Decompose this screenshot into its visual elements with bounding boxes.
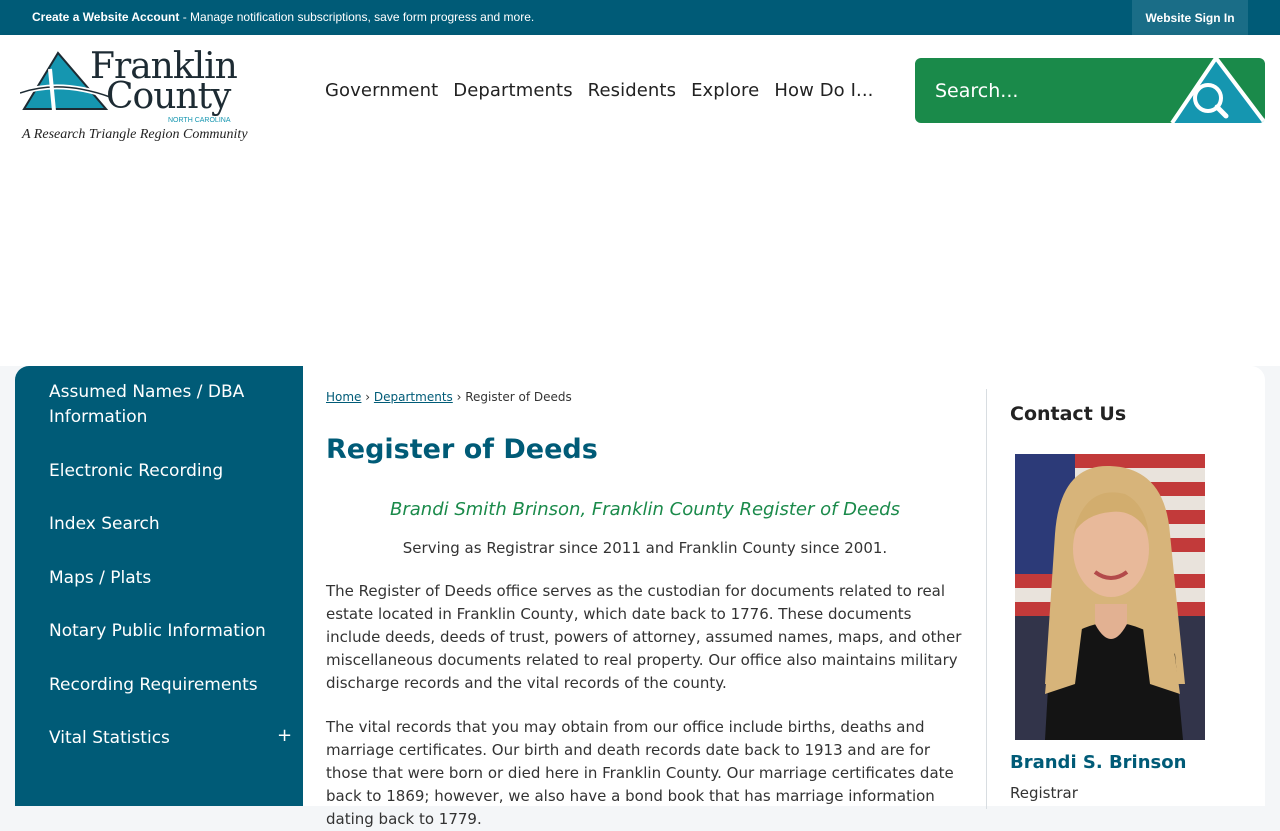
- breadcrumb: [326, 390, 572, 404]
- sidebar-nav: [15, 366, 303, 806]
- contact-role: Registrar: [1010, 784, 1078, 802]
- website-sign-in-button[interactable]: Website Sign In: [1132, 0, 1248, 35]
- expand-vital-statistics-icon[interactable]: +: [277, 725, 293, 746]
- contact-us-heading: Contact Us: [1010, 403, 1127, 425]
- breadcrumb-separator: ›: [456, 390, 462, 404]
- create-account-link[interactable]: Create a Website Account: [32, 10, 180, 24]
- contact-name[interactable]: Brandi S. Brinson: [1010, 752, 1187, 773]
- sidebar-item-vital-statistics[interactable]: Vital Statistics: [49, 728, 170, 748]
- main-navigation: [325, 80, 889, 101]
- page-subtitle: Brandi Smith Brinson, Franklin County Register of Deeds: [390, 499, 900, 520]
- serving-text: Serving as Registrar since 2011 and Franklin County since 2001.: [402, 539, 888, 557]
- breadcrumb-current: Register of Deeds: [465, 390, 572, 404]
- nav-how-do-i[interactable]: How Do I...: [774, 80, 874, 101]
- nav-government[interactable]: Government: [325, 80, 439, 101]
- sidebar-item-assumed-names[interactable]: Assumed Names / DBA Information: [49, 382, 245, 427]
- search-icon: [1168, 58, 1265, 123]
- sidebar-item-maps-plats[interactable]: Maps / Plats: [49, 568, 152, 588]
- sidebar-item-notary-public[interactable]: Notary Public Information: [49, 621, 266, 641]
- banner-area: [0, 156, 1280, 366]
- breadcrumb-separator: ›: [365, 390, 371, 404]
- account-message: [32, 10, 534, 24]
- nav-departments[interactable]: Departments: [453, 80, 573, 101]
- site-header: [0, 35, 1280, 156]
- sidebar-item-recording-requirements[interactable]: Recording Requirements: [49, 675, 258, 695]
- search-box: [915, 58, 1265, 123]
- vital-records-paragraph: The vital records that you may obtain from our office include births, deaths and marriage certificates. Our birth and death records date back to 1913 and are for those that were born or died here in Franklin County. Our marriage certificates date back to 1869; however, we also have a bond book that has marriage information dating back to 1779.: [326, 718, 954, 828]
- page-title: Register of Deeds: [326, 434, 598, 465]
- logo-tagline: A Research Triangle Region Community: [22, 127, 248, 142]
- registrar-portrait-image: [1015, 454, 1205, 740]
- registrar-photo: [1015, 454, 1205, 740]
- top-bar: [0, 0, 1280, 35]
- logo-text-county: County: [106, 76, 231, 117]
- franklin-county-logo[interactable]: [20, 46, 248, 147]
- breadcrumb-departments[interactable]: Departments: [373, 390, 453, 404]
- account-message-text: - Manage notification subscriptions, save form progress and more.: [179, 10, 535, 24]
- nav-residents[interactable]: Residents: [587, 80, 677, 101]
- logo-text-state: NORTH CAROLINA: [168, 117, 231, 124]
- breadcrumb-home[interactable]: Home: [326, 390, 362, 404]
- search-button[interactable]: [1168, 58, 1265, 123]
- nav-explore[interactable]: Explore: [691, 80, 760, 101]
- logo-text-franklin: Franklin: [90, 46, 237, 87]
- main-content: [303, 366, 1265, 828]
- column-divider: [986, 389, 987, 809]
- sidebar-item-electronic-recording[interactable]: Electronic Recording: [49, 461, 224, 481]
- search-input[interactable]: [933, 76, 1157, 106]
- sidebar-item-index-search[interactable]: Index Search: [49, 514, 160, 534]
- intro-paragraph: The Register of Deeds office serves as the custodian for documents related to real estate located in Franklin County, which date back to 1776. These documents include deeds, deeds of trust, powers of attorney, assumed names, maps, and other miscellaneous documents related to real property. Our office also maintains military discharge records and the vital records of the county.: [326, 582, 962, 692]
